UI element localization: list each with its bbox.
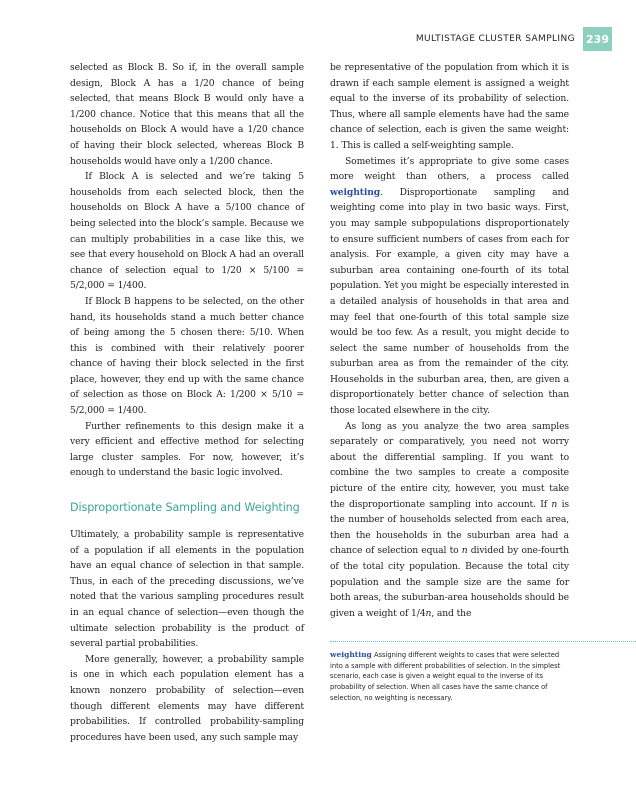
paragraph: More generally, however, a probability sample is one in which each population element has a known nonzero probability of selection—even though different elements may have different probabilities. If controlled probability-sampling procedures have been used, any such sample may — [70, 653, 304, 743]
paragraph: Further refinements to this design make it a very efficient and effective method for selecting large cluster samples. For now, however, it’s enough to understand the basic logic involved. — [70, 420, 304, 479]
paragraph — [330, 419, 569, 622]
paragraph: be representative of the population from which it is drawn if each sample element is assigned a weight equal to the inverse of its probability of selection. Thus, where all sample elements have had the same chance of selection, each is given the same weight: 1. This is called a self-weighting sample. — [330, 62, 569, 151]
glossary-definition — [330, 650, 568, 704]
paragraph: Ultimately, a probability sample is representative of a population if all elements in the population have an equal chance of selection in that sample. Thus, in each of the preceding discussions, we’ve noted that the various sampling procedures result in an equal chance of selection—even though the ultimate selection probability is the product of several partial probabilities. — [70, 529, 304, 650]
section-heading: Disproportionate Sampling and Weighting — [70, 501, 300, 515]
right-text-column — [330, 60, 569, 621]
paragraph — [330, 154, 569, 419]
glossary-text: Assigning different weights to cases that were selected into a sample with different probabilities of selection. In the simplest scenario, each case is given a weight equal to the inverse of its probability of selection. When all cases have the same chance of selection, no weighting is necessary. — [330, 651, 561, 702]
text-run: . Disproportionate sampling and weighting come into play in two basic ways. First, you may sample subpopulations disproportionately to ensure sufficient numbers of cases from each for analysis. For example, a given city may have a suburban area containing one-fourth of its total population. Yet you might be especially interested in a detailed analysis of households in that area and may feel that one-fourth of this total sample size would be too few. As a result, you might decide to select the same number of households from the suburban area as from the remainder of the city. Households in the suburban area, then, are given a disproportionately better chance of selection than those located elsewhere in the city. — [330, 186, 569, 417]
paragraph: selected as Block B. So if, in the overall sample design, Block A has a 1/20 chance of being selected, that means Block B would only have a 1/200 chance. Notice that this means that all the households on Block A would have a 1/20 chance of having their block selected, whereas Block B households would have only a 1/200 chance. — [70, 62, 304, 167]
running-header — [416, 27, 636, 51]
math-variable-n: n — [551, 498, 558, 510]
glossary-divider — [330, 641, 636, 642]
key-term-weighting: weighting — [330, 186, 381, 198]
paragraph: If Block B happens to be selected, on the other hand, its households stand a much better chance of being among the 5 chosen there: 5/10. When this is combined with their relatively poorer chance of having their block selected in the first place, however, they end up with the same chance of selection as those on Block A: 1/200 × 5/10 = 5/2,000 = 1/400. — [70, 295, 304, 417]
running-head-title: MULTISTAGE CLUSTER SAMPLING — [415, 34, 575, 44]
text-run: divided by one-fourth of the total city population. Because the total city population and the sample size are the same for both areas, the suburban-area households should be given a weight of 1/4 — [330, 545, 569, 619]
math-variable-n: n — [461, 545, 468, 557]
text-run: is the number of households selected from each area, then the households in the suburban area had a chance of selection equal to — [330, 498, 570, 557]
text-run: Sometimes it’s appropriate to give some cases more weight than others, a process called — [330, 155, 569, 183]
text-run: , and the — [431, 607, 472, 619]
text-run: As long as you analyze the two area samples separately or comparatively, you need not worry about the differential sampling. If you want to combine the two samples to create a composite picture of the entire city, however, you must take the disproportionate sampling into account. If — [330, 420, 569, 510]
glossary-term: weighting — [330, 650, 372, 659]
paragraph: If Block A is selected and we’re taking 5 households from each selected block, then the households on Block A have a 5/100 chance of being selected into the block’s sample. Because we can multiply probabilities in a case like this, we see that every household on Block A had an overall chance of selection equal to 1/20 × 5/100 = 5/2,000 = 1/400. — [70, 171, 304, 292]
page-number-badge: 239 — [583, 27, 612, 51]
left-text-column — [70, 60, 304, 745]
math-variable-n: n — [425, 607, 432, 619]
